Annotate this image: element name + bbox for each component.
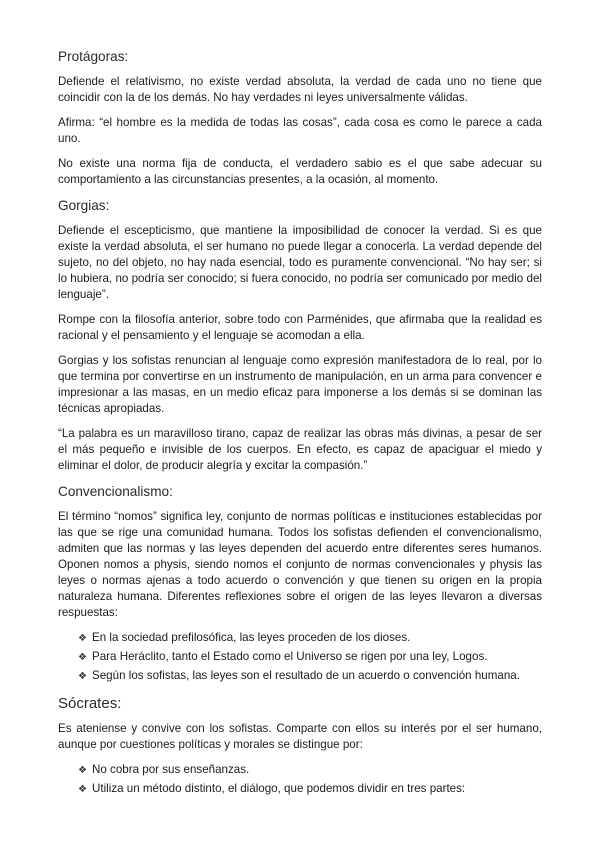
document-body [58, 48, 542, 808]
list-item-text: Según los sofistas, las leyes son el resultado de un acuerdo o convención humana. [92, 669, 520, 682]
diamond-bullet-icon: ❖ [78, 633, 87, 644]
paragraph: Defiende el escepticismo, que mantiene la imposibilidad de conocer la verdad. Si es que existe la verdad absoluta, el ser humano no puede llegar a conocerla. La verdad depende del sujeto, no del objeto, no hay nada esencial, todo es puramente convencional. “No hay ser; si lo hubiera, no podría ser conocido; si fuera conocido, no podría ser comunicado por medio del lenguaje”. [58, 224, 542, 301]
diamond-bullet-icon: ❖ [78, 652, 87, 663]
list-item-text: Utiliza un método distinto, el diálogo, que podemos dividir en tres partes: [92, 782, 466, 795]
diamond-bullet-icon: ❖ [78, 765, 87, 776]
diamond-bullet-icon: ❖ [78, 784, 87, 795]
paragraph: Es ateniense y convive con los sofistas. Comparte con ellos su interés por el ser humano, aunque por cuestiones políticas y morales se distingue por: [58, 722, 542, 751]
list-item [78, 630, 542, 647]
quote-paragraph: “La palabra es un maravilloso tirano, capaz de realizar las obras más divinas, a pesar de ser el más pequeño e invisible de los cuerpos. En efecto, es capaz de apaciguar el miedo y eliminar el dolor, de producir alegría y excitar la compasión.” [58, 427, 542, 472]
bullet-list-convencionalismo [78, 630, 542, 685]
paragraph: Afirma: “el hombre es la medida de todas las cosas”, cada cosa es como le parece a cada uno. [58, 116, 542, 145]
list-item [78, 781, 542, 798]
heading-protagoras: Protágoras: [58, 49, 129, 64]
list-item-text: En la sociedad prefilosófica, las leyes proceden de los dioses. [92, 631, 411, 644]
list-item-text: No cobra por sus enseñanzas. [92, 763, 250, 776]
paragraph: El término “nomos” significa ley, conjunto de normas políticas e instituciones establecidas por las que se rige una comunidad humana. Todos los sofistas defienden el convencionalismo, admiten que las normas y las leyes dependen del acuerdo entre diferentes seres humanos. Oponen nomos a physis, siendo nomos el conjunto de normas convencionales y physis las leyes o normas ajenas a todo acuerdo o convención y que tienen su origen en la propia naturaleza humana. Diferentes reflexiones sobre el origen de las leyes llevaron a diversas respuestas: [58, 510, 542, 619]
paragraph: Gorgias y los sofistas renuncian al lenguaje como expresión manifestadora de lo real, por lo que termina por convertirse en un instrumento de manipulación, en un arma para convencer e impresionar a las masas, en un medio eficaz para imponerse a los demás si se dominan las técnicas apropiadas. [58, 354, 542, 415]
list-item [78, 762, 542, 779]
heading-convencionalismo: Convencionalismo: [58, 484, 173, 499]
paragraph: Defiende el relativismo, no existe verdad absoluta, la verdad de cada uno no tiene que coincidir con la de los demás. No hay verdades ni leyes universalmente válidas. [58, 75, 542, 104]
diamond-bullet-icon: ❖ [78, 671, 87, 682]
paragraph: Rompe con la filosofía anterior, sobre todo con Parménides, que afirmaba que la realidad es racional y el pensamiento y el lenguaje se acomodan a ella. [58, 313, 542, 342]
list-item-text: Para Heráclito, tanto el Estado como el Universo se rigen por una ley, Logos. [92, 650, 488, 663]
list-item [78, 668, 542, 685]
list-item [78, 649, 542, 666]
bullet-list-socrates [78, 762, 542, 798]
heading-gorgias: Gorgias: [58, 198, 110, 213]
paragraph: No existe una norma fija de conducta, el verdadero sabio es el que sabe adecuar su comportamiento a las circunstancias presentes, a la ocasión, al momento. [58, 157, 542, 186]
heading-socrates: Sócrates: [58, 695, 122, 712]
